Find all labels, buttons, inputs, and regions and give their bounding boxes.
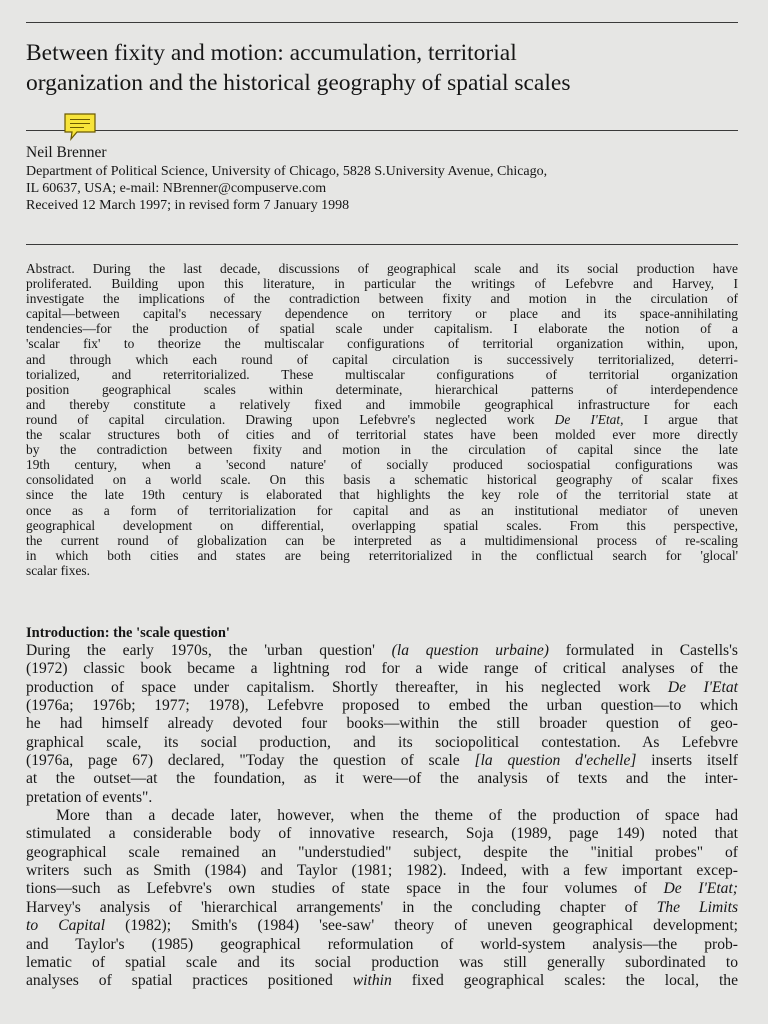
body-line <box>26 844 738 862</box>
abstract-line <box>26 336 738 351</box>
abstract-line-text: once as a form of territorialization for capital and as an institutional mediator of uneven <box>26 502 738 518</box>
body-italic-run: (la question urbaine) <box>391 642 549 659</box>
body-line <box>26 752 738 770</box>
abstract-line-text: capital—between capital's necessary dependence on territory or place and its space-annihilating <box>26 306 738 322</box>
body-text-run: More than a decade later, however, when the theme of the production of space had <box>56 807 738 825</box>
body-text-run: formulated in Castells's <box>549 642 738 659</box>
abstract-rule <box>26 244 738 245</box>
body-line <box>26 954 738 972</box>
abstract-line-text: torialized, and reterritorialized. These multiscalar configurations of territorial organization <box>26 366 738 382</box>
abstract-line-text: by the contradiction between fixity and motion in the circulation of capital since the late <box>26 442 738 458</box>
body-text-run: lematic of spatial scale and its social production was still generally subordinated to <box>26 953 738 971</box>
body-text-run: he had himself already devoted four books—within the still broader question of geo- <box>26 715 738 733</box>
body-text-run: (1976a; 1976b; 1977; 1978), Lefebvre proposed to embed the urban question—to which <box>26 697 738 715</box>
abstract-line <box>26 321 738 336</box>
body-italic-run: The Limits <box>656 898 739 916</box>
body-text-run: writers such as Smith (1984) and Taylor (1981; 1982). Indeed, with a few important excep- <box>26 862 738 880</box>
body-line <box>26 697 738 715</box>
title-line: organization and the historical geography of spatial scales <box>26 70 571 96</box>
affiliation-line: Department of Political Science, University of Chicago, 5828 S.University Avenue, Chicago, <box>26 164 548 179</box>
abstract-line-text: I argue that <box>643 411 739 427</box>
body-line <box>26 936 738 954</box>
body-line <box>26 734 738 752</box>
body-text-run: fixed geographical scales: the local, the <box>391 972 738 990</box>
abstract-line <box>26 487 738 502</box>
body-text-run: (1972) classic book became a lightning rod for a wide range of critical analyses of the <box>26 660 738 678</box>
body-text-run: pretation of events". <box>26 788 153 806</box>
body-text-run: (1976a, page 67) declared, "Today the question of scale <box>26 752 475 770</box>
abstract-line <box>26 457 738 472</box>
body-line <box>26 807 738 825</box>
body-text <box>26 642 738 991</box>
body-line <box>26 642 738 660</box>
body-text-run: inserts itself <box>636 752 738 770</box>
title-rule <box>26 130 738 131</box>
body-text-run: at the outset—at the foundation, as it were—of the analysis of texts and the inter- <box>26 770 738 788</box>
body-line <box>26 660 738 678</box>
body-italic-run: to Capital <box>26 917 106 935</box>
article-title <box>26 38 738 98</box>
abstract-line <box>26 518 738 533</box>
abstract-line-text: 'scalar fix' to theorize the multiscalar configurations of territorial organization within, upon, <box>26 336 738 352</box>
abstract-line-text: in which both cities and states are being reterritorialized in the conflictual search for 'glocal' <box>26 547 738 563</box>
abstract-line <box>26 442 738 457</box>
body-line <box>26 862 738 880</box>
top-rule <box>26 22 738 23</box>
abstract-line <box>26 276 738 291</box>
title-line: Between fixity and motion: accumulation, territorial <box>26 40 517 66</box>
body-italic-run: De I'Etat; <box>663 880 738 898</box>
body-line <box>26 825 738 843</box>
body-text-run: production of space under capitalism. Shortly thereafter, in his neglected work <box>26 678 668 696</box>
abstract <box>26 261 738 578</box>
body-text-run: stimulated a considerable body of innovative research, Soja (1989, page 149) noted that <box>26 825 738 843</box>
affiliation-line: IL 60637, USA; e-mail: NBrenner@compuserve.com <box>26 181 327 196</box>
affiliation-line: Received 12 March 1997; in revised form 7 January 1998 <box>26 198 350 213</box>
abstract-line-text: the scalar structures both of cities and of territorial states have been molded ever more directly <box>26 427 738 443</box>
abstract-line-text: Abstract. During the last decade, discussions of geographical scale and its social production have <box>26 261 738 276</box>
abstract-line <box>26 548 738 563</box>
body-line <box>26 917 738 935</box>
abstract-line-text: the current round of globalization can be interpreted as a multidimensional process of re-scaling <box>26 532 738 548</box>
comment-note-icon[interactable] <box>62 112 98 142</box>
section-heading: Introduction: the 'scale question' <box>26 625 230 641</box>
abstract-line <box>26 503 738 518</box>
abstract-line <box>26 427 738 442</box>
abstract-line-text: consolidated on a world scale. On this basis a schematic historical geography of scalar fixes <box>26 472 738 488</box>
abstract-line <box>26 397 738 412</box>
body-text-run: During the early 1970s, the 'urban question' <box>26 642 392 659</box>
body-text-run: tions—such as Lefebvre's own studies of state space in the four volumes of <box>26 880 664 898</box>
body-line <box>26 972 738 990</box>
body-line <box>26 679 738 697</box>
body-text-run: analyses of spatial practices positioned <box>26 972 353 990</box>
abstract-line-text: geographical development on differential, overlapping spatial scales. From this perspective, <box>26 517 738 533</box>
body-text-run: Harvey's analysis of 'hierarchical arrangements' in the concluding chapter of <box>26 898 657 916</box>
abstract-line <box>26 412 738 427</box>
abstract-line-text: and through which each round of capital circulation is successively territorialized, deterri- <box>26 351 738 367</box>
body-italic-run: within <box>352 972 392 990</box>
abstract-line <box>26 352 738 367</box>
abstract-line <box>26 367 738 382</box>
body-line <box>26 789 738 807</box>
body-text-run: (1982); Smith's (1984) 'see-saw' theory of uneven geographical development; <box>105 917 738 935</box>
body-line <box>26 770 738 788</box>
abstract-line-text: investigate the implications of the contradiction between fixity and motion in the circulation of <box>26 291 738 307</box>
abstract-line-text: tendencies—for the production of spatial scale under capitalism. I elaborate the notion of a <box>26 321 738 337</box>
abstract-line <box>26 291 738 306</box>
abstract-line-text: scalar fixes. <box>26 562 90 578</box>
abstract-line-text: since the late 19th century is elaborated that highlights the key role of the territorial state at <box>26 487 738 503</box>
abstract-line <box>26 563 738 578</box>
body-italic-run: [la question d'echelle] <box>474 752 637 770</box>
abstract-line <box>26 382 738 397</box>
abstract-line <box>26 533 738 548</box>
abstract-line <box>26 306 738 321</box>
body-line <box>26 715 738 733</box>
body-line <box>26 880 738 898</box>
abstract-line-text: position geographical scales within determinate, hierarchical patterns of interdependence <box>26 381 738 397</box>
abstract-line-text: round of capital circulation. Drawing upon Lefebvre's neglected work <box>26 411 535 427</box>
abstract-line <box>26 472 738 487</box>
body-text-run: graphical scale, its social production, and its sociopolitical contestation. As Lefebvre <box>26 733 738 751</box>
abstract-line-text: 19th century, when a 'second nature' of socially produced sociospatial configurations was <box>26 457 738 473</box>
affiliation <box>26 163 738 214</box>
body-text-run: and Taylor's (1985) geographical reformulation of world-system analysis—the prob- <box>26 935 738 953</box>
abstract-line <box>26 261 738 276</box>
abstract-italic: De I'Etat, <box>554 411 624 427</box>
abstract-line-text: and thereby constitute a relatively fixed and immobile geographical infrastructure for each <box>26 396 738 412</box>
body-italic-run: De I'Etat <box>667 678 738 696</box>
body-line <box>26 899 738 917</box>
body-text-run: geographical scale remained an "understudied" subject, despite the "initial probes" of <box>26 843 738 861</box>
author-name: Neil Brenner <box>26 144 107 161</box>
abstract-line-text: proliferated. Building upon this literature, in particular the writings of Lefebvre and Harvey, I <box>26 276 738 292</box>
